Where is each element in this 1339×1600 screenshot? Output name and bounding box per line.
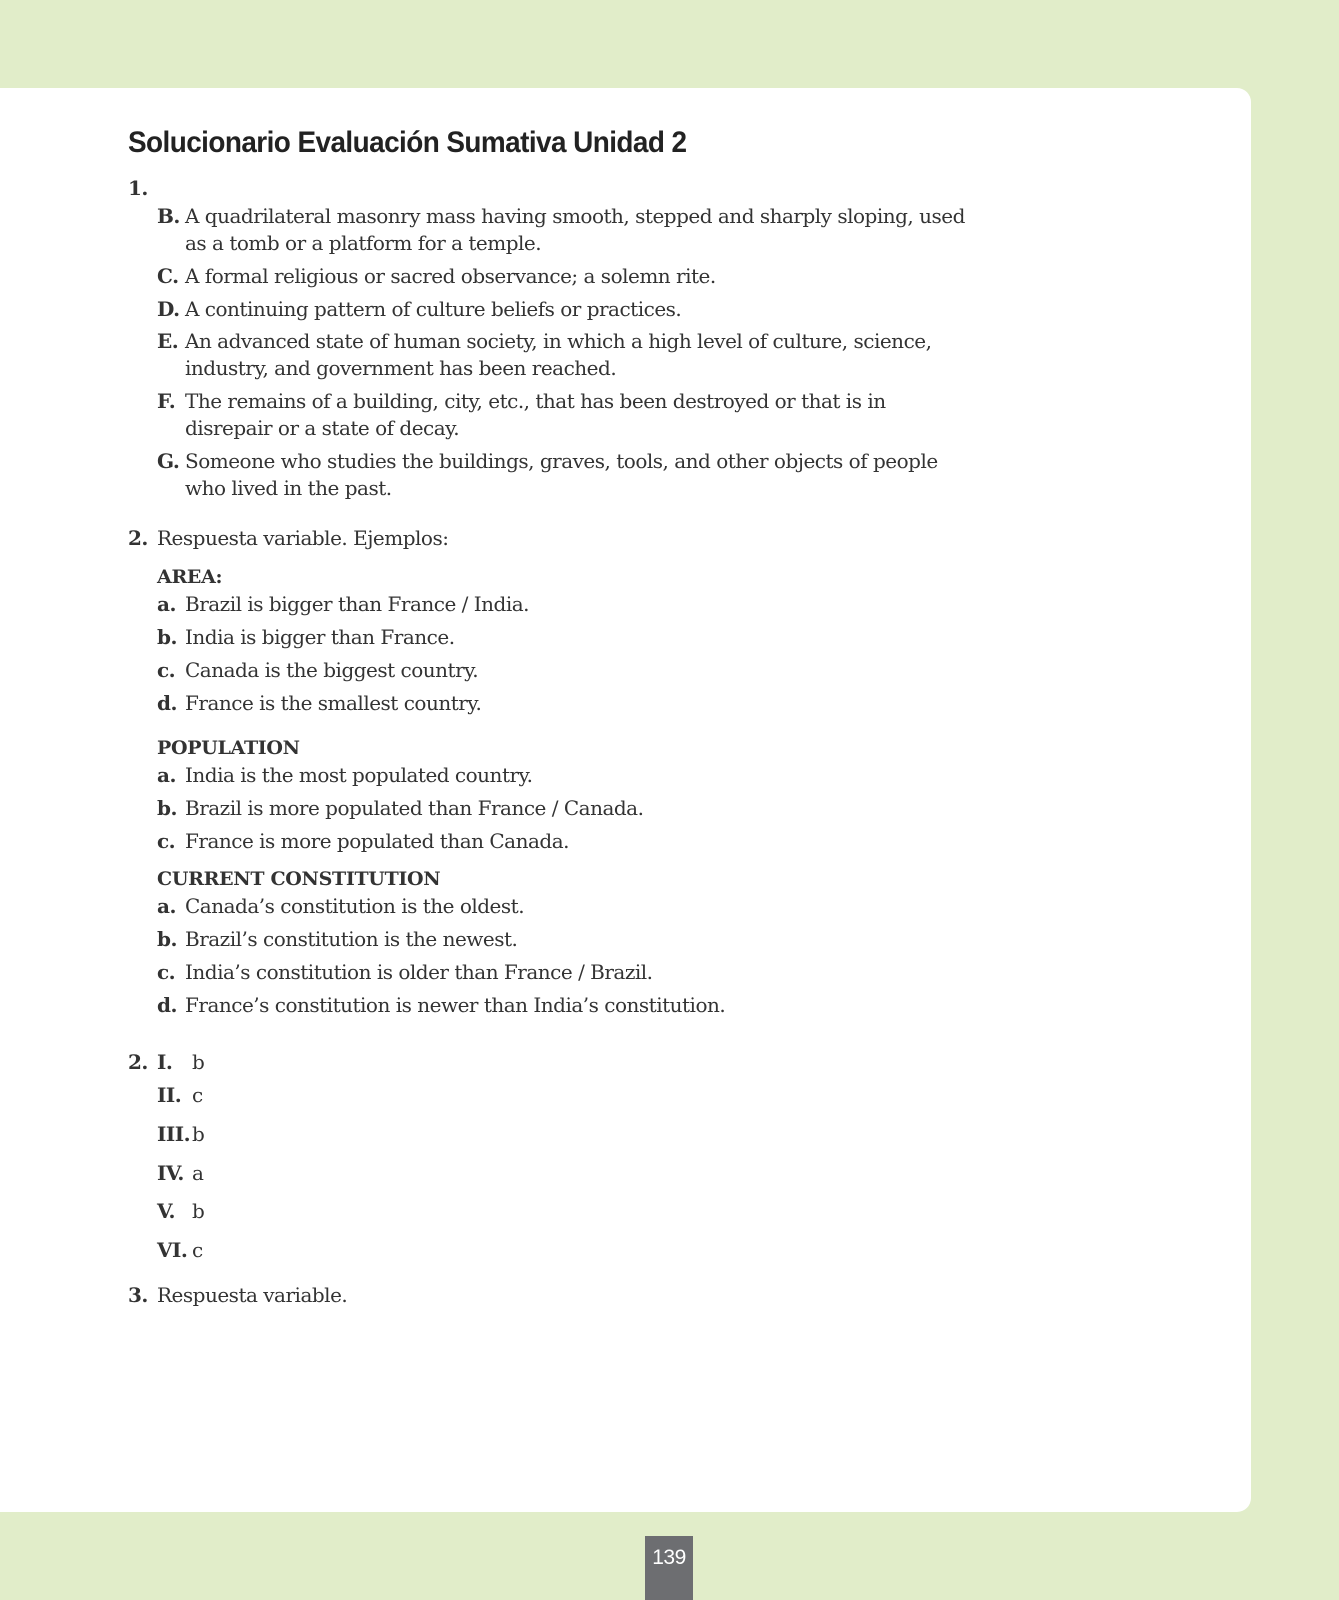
item-label: F. xyxy=(157,389,176,413)
question-2 xyxy=(128,525,968,552)
answer-value: a xyxy=(192,1161,204,1185)
question-3 xyxy=(128,1282,968,1309)
item-text: India is the most populated country. xyxy=(185,763,533,787)
list-item xyxy=(128,828,968,855)
item-label: D. xyxy=(157,297,180,321)
list-item xyxy=(128,690,968,717)
roman-label: IV. xyxy=(157,1161,184,1185)
item-label: d. xyxy=(157,691,177,715)
item-text: Canada’s constitution is the oldest. xyxy=(185,894,525,918)
list-item xyxy=(128,893,968,920)
item-label: a. xyxy=(157,894,176,918)
roman-label: VI. xyxy=(157,1238,188,1262)
item-label: G. xyxy=(157,449,180,473)
list-item xyxy=(128,657,968,684)
list-item xyxy=(128,762,968,789)
page-title: Solucionario Evaluación Sumativa Unidad 2 xyxy=(128,126,687,159)
answer-value: b xyxy=(192,1050,205,1074)
question-text: Respuesta variable. xyxy=(157,1283,348,1307)
item-text: A formal religious or sacred observance; a solemn rite. xyxy=(185,264,716,288)
item-text: India’s constitution is older than France / Brazil. xyxy=(185,960,653,984)
question-number: 2. xyxy=(128,1050,148,1074)
definition-item xyxy=(128,328,968,382)
item-label: b. xyxy=(157,625,177,649)
list-item xyxy=(128,992,968,1019)
definition-item xyxy=(128,296,968,323)
section-heading-area: AREA: xyxy=(157,566,223,588)
item-text: A continuing pattern of culture beliefs or practices. xyxy=(185,297,682,321)
item-text: Someone who studies the buildings, graves, tools, and other objects of people who lived in the past. xyxy=(185,449,938,500)
list-item xyxy=(128,959,968,986)
item-label: c. xyxy=(157,658,176,682)
item-text: An advanced state of human society, in which a high level of culture, science, industry, and government has been reached. xyxy=(185,329,932,380)
item-text: Brazil is more populated than France / Canada. xyxy=(185,796,644,820)
item-label: d. xyxy=(157,993,177,1017)
roman-label: III. xyxy=(157,1122,191,1146)
roman-label: I. xyxy=(157,1050,173,1074)
answer-value: c xyxy=(192,1238,203,1262)
item-text: A quadrilateral masonry mass having smooth, stepped and sharply sloping, used as a tomb or a platform for a temple. xyxy=(185,204,965,255)
item-text: Canada is the biggest country. xyxy=(185,658,479,682)
question-number: 1. xyxy=(128,176,148,200)
item-text: The remains of a building, city, etc., that has been destroyed or that is in disrepair or a state of decay. xyxy=(185,389,886,440)
item-text: France is the smallest country. xyxy=(185,691,482,715)
item-label: b. xyxy=(157,796,177,820)
question-text: Respuesta variable. Ejemplos: xyxy=(157,526,449,550)
item-text: France’s constitution is newer than India’s constitution. xyxy=(185,993,726,1017)
page-number: 139 xyxy=(645,1536,693,1600)
item-text: India is bigger than France. xyxy=(185,625,455,649)
definition-item xyxy=(128,263,968,290)
item-text: Brazil’s constitution is the newest. xyxy=(185,927,518,951)
answer-value: b xyxy=(192,1122,205,1146)
definition-item xyxy=(128,388,968,442)
item-label: B. xyxy=(157,204,180,228)
roman-label: V. xyxy=(157,1199,175,1223)
item-label: c. xyxy=(157,829,176,853)
item-label: a. xyxy=(157,592,176,616)
item-label: C. xyxy=(157,264,179,288)
definition-item xyxy=(128,448,968,502)
item-label: b. xyxy=(157,927,177,951)
list-item xyxy=(128,591,968,618)
list-item xyxy=(128,926,968,953)
question-number: 3. xyxy=(128,1283,148,1307)
roman-label: II. xyxy=(157,1083,182,1107)
item-label: c. xyxy=(157,960,176,984)
item-label: a. xyxy=(157,763,176,787)
section-heading-constitution: CURRENT CONSTITUTION xyxy=(157,868,441,890)
item-label: E. xyxy=(157,329,179,353)
list-item xyxy=(128,795,968,822)
answer-value: b xyxy=(192,1199,205,1223)
item-text: France is more populated than Canada. xyxy=(185,829,569,853)
definition-item xyxy=(128,203,968,257)
section-heading-population: POPULATION xyxy=(157,737,300,759)
answer-value: c xyxy=(192,1083,203,1107)
list-item xyxy=(128,624,968,651)
item-text: Brazil is bigger than France / India. xyxy=(185,592,530,616)
question-number: 2. xyxy=(128,526,148,550)
